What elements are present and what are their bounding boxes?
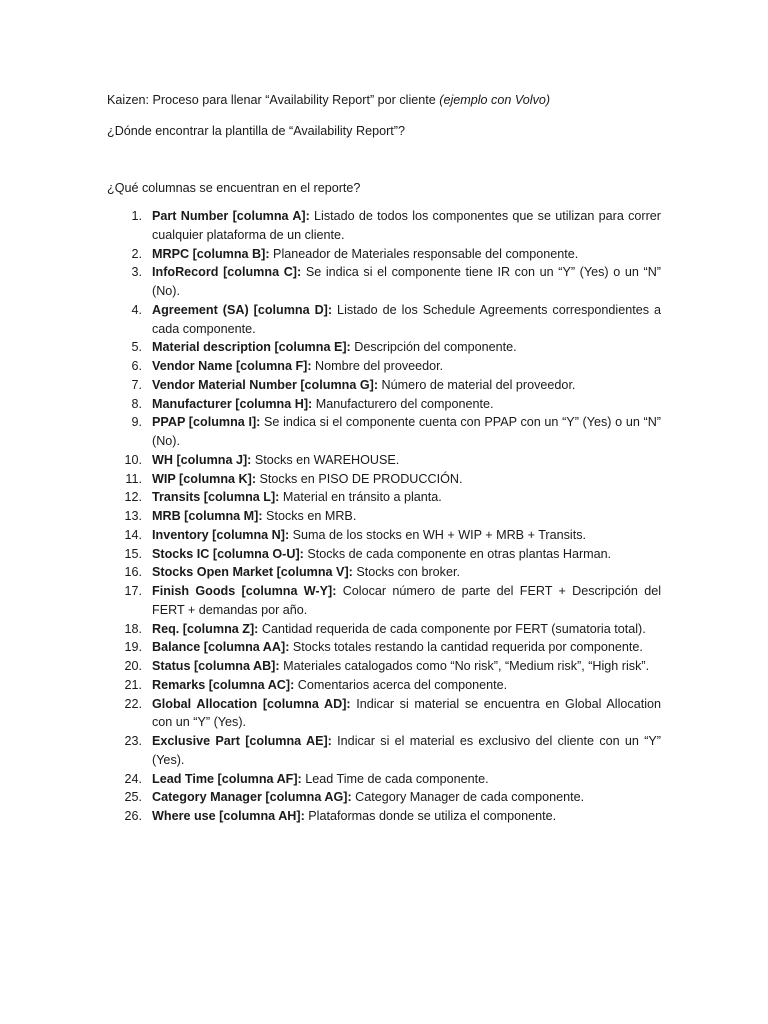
column-description: Category Manager de cada componente.	[351, 790, 585, 805]
list-item-number: 13.	[124, 509, 142, 523]
column-description: Comentarios acerca del componente.	[294, 677, 508, 692]
column-list-item	[0, 376, 661, 395]
column-list-item	[0, 263, 661, 301]
question-columns: ¿Qué columnas se encuentran en el reporte?	[107, 181, 361, 195]
column-list-item	[0, 207, 661, 245]
column-list-item	[0, 470, 661, 489]
column-label: Exclusive Part [columna AE]:	[152, 734, 332, 748]
column-list-item	[0, 638, 661, 657]
list-item-number: 2.	[131, 246, 142, 261]
column-label: Inventory [columna N]:	[152, 527, 290, 542]
column-label: InfoRecord [columna C]:	[152, 265, 302, 280]
column-label: Manufacturer [columna H]:	[152, 396, 313, 411]
column-label: Stocks Open Market [columna V]:	[152, 565, 353, 580]
list-item-number: 10.	[124, 452, 142, 467]
list-item-number: 17.	[124, 584, 142, 598]
list-item-number: 4.	[131, 302, 142, 317]
columns-list	[0, 207, 768, 826]
column-label: MRB [columna M]:	[152, 509, 263, 523]
column-list-item	[0, 563, 661, 582]
column-label: Vendor Name [columna F]:	[152, 359, 312, 373]
column-list-item	[0, 695, 661, 733]
list-item-number: 1.	[131, 209, 142, 223]
column-list-item	[0, 657, 661, 676]
column-description: Stocks de cada componente en otras plantas Harman.	[303, 546, 612, 561]
column-list-item	[0, 545, 661, 564]
column-description: Número de material del proveedor.	[378, 377, 576, 392]
column-description: Planeador de Materiales responsable del componente.	[269, 246, 579, 261]
column-description: Lead Time de cada componente.	[301, 771, 489, 786]
list-item-number: 3.	[131, 265, 142, 280]
column-list-item	[0, 807, 661, 826]
column-list-item	[0, 413, 661, 451]
column-label: Status [columna AB]:	[152, 659, 280, 673]
column-description: Material en tránsito a planta.	[279, 490, 442, 505]
column-list-item	[0, 395, 661, 414]
list-item-number: 11.	[125, 471, 142, 486]
column-label: Agreement (SA) [columna D]:	[152, 302, 333, 317]
column-description: Cantidad requerida de cada componente por FERT (sumatoria total).	[258, 621, 646, 636]
column-list-item	[0, 582, 661, 620]
column-label: Balance [columna AA]:	[152, 640, 290, 655]
column-label: MRPC [columna B]:	[152, 246, 270, 261]
list-item-number: 25.	[124, 790, 142, 805]
list-item-number: 12.	[124, 490, 142, 505]
list-item-number: 21.	[124, 677, 142, 692]
column-label: PPAP [columna I]:	[152, 415, 261, 430]
list-item-number: 18.	[124, 621, 142, 636]
column-list-item	[0, 770, 661, 789]
column-label: Finish Goods [columna W-Y]:	[152, 584, 337, 598]
column-description: Descripción del componente.	[350, 340, 517, 355]
list-item-number: 16.	[124, 565, 142, 580]
column-label: Transits [columna L]:	[152, 490, 280, 505]
list-item-number: 15.	[124, 546, 142, 561]
list-item-number: 8.	[131, 396, 142, 411]
list-item-number: 24.	[124, 771, 142, 786]
column-description: Manufacturero del componente.	[312, 396, 494, 411]
column-label: Req. [columna Z]:	[152, 621, 259, 636]
column-list-item	[0, 732, 661, 770]
question-template-location: ¿Dónde encontrar la plantilla de “Availability Report”?	[107, 124, 405, 138]
column-label: Material description [columna E]:	[152, 340, 351, 355]
title-main: Kaizen: Proceso para llenar “Availability Report” por cliente	[107, 93, 440, 107]
column-description: Materiales catalogados como “No risk”, “Medium risk”, “High risk”.	[279, 659, 650, 673]
column-description: Plataformas donde se utiliza el componente.	[304, 809, 557, 823]
column-list-item	[0, 451, 661, 470]
list-item-number: 9.	[131, 415, 142, 430]
column-list-item	[0, 676, 661, 695]
column-description: Listado de todos los componentes que se utilizan para correr cualquier plataforma de un cliente.	[152, 209, 661, 242]
column-label: Global Allocation [columna AD]:	[152, 696, 351, 711]
column-label: Remarks [columna AC]:	[152, 677, 295, 692]
column-label: Where use [columna AH]:	[152, 809, 305, 823]
document-title	[107, 91, 550, 109]
column-list-item	[0, 620, 661, 639]
column-description: Se indica si el componente tiene IR con un “Y” (Yes) o un “N” (No).	[152, 265, 661, 298]
list-item-number: 5.	[131, 340, 142, 355]
list-item-number: 19.	[124, 640, 142, 655]
column-label: Category Manager [columna AG]:	[152, 790, 352, 805]
column-label: Stocks IC [columna O-U]:	[152, 546, 304, 561]
column-list-item	[0, 526, 661, 545]
column-label: WH [columna J]:	[152, 452, 252, 467]
column-list-item	[0, 507, 661, 526]
list-item-number: 23.	[124, 734, 142, 748]
column-description: Stocks en MRB.	[262, 509, 357, 523]
list-item-number: 22.	[124, 696, 142, 711]
column-list-item	[0, 357, 661, 376]
column-description: Se indica si el componente cuenta con PPAP con un “Y” (Yes) o un “N” (No).	[152, 415, 661, 448]
column-description: Suma de los stocks en WH + WIP + MRB + Transits.	[289, 527, 587, 542]
column-description: Stocks en PISO DE PRODUCCIÓN.	[256, 471, 463, 486]
column-list-item	[0, 788, 661, 807]
column-description: Nombre del proveedor.	[311, 359, 444, 373]
column-description: Stocks totales restando la cantidad requerida por componente.	[289, 640, 643, 655]
column-list-item	[0, 245, 661, 264]
column-list-item	[0, 488, 661, 507]
column-list-item	[0, 301, 661, 339]
column-label: Lead Time [columna AF]:	[152, 771, 302, 786]
title-example: (ejemplo con Volvo)	[439, 93, 551, 107]
list-item-number: 14.	[124, 527, 142, 542]
column-list-item	[0, 338, 661, 357]
list-item-number: 26.	[124, 809, 142, 823]
column-label: Vendor Material Number [columna G]:	[152, 377, 379, 392]
list-item-number: 7.	[131, 377, 142, 392]
column-description: Listado de los Schedule Agreements correspondientes a cada componente.	[152, 302, 662, 336]
list-item-number: 20.	[124, 659, 142, 673]
column-label: Part Number [columna A]:	[152, 209, 310, 223]
column-description: Indicar si material se encuentra en Global Allocation con un “Y” (Yes).	[152, 696, 661, 730]
column-description: Stocks en WAREHOUSE.	[251, 452, 400, 467]
column-description: Stocks con broker.	[352, 565, 460, 580]
column-description: Colocar número de parte del FERT + Descripción del FERT + demandas por año.	[152, 584, 661, 617]
list-item-number: 6.	[131, 359, 142, 373]
column-description: Indicar si el material es exclusivo del cliente con un “Y” (Yes).	[152, 734, 662, 767]
column-label: WIP [columna K]:	[152, 471, 257, 486]
